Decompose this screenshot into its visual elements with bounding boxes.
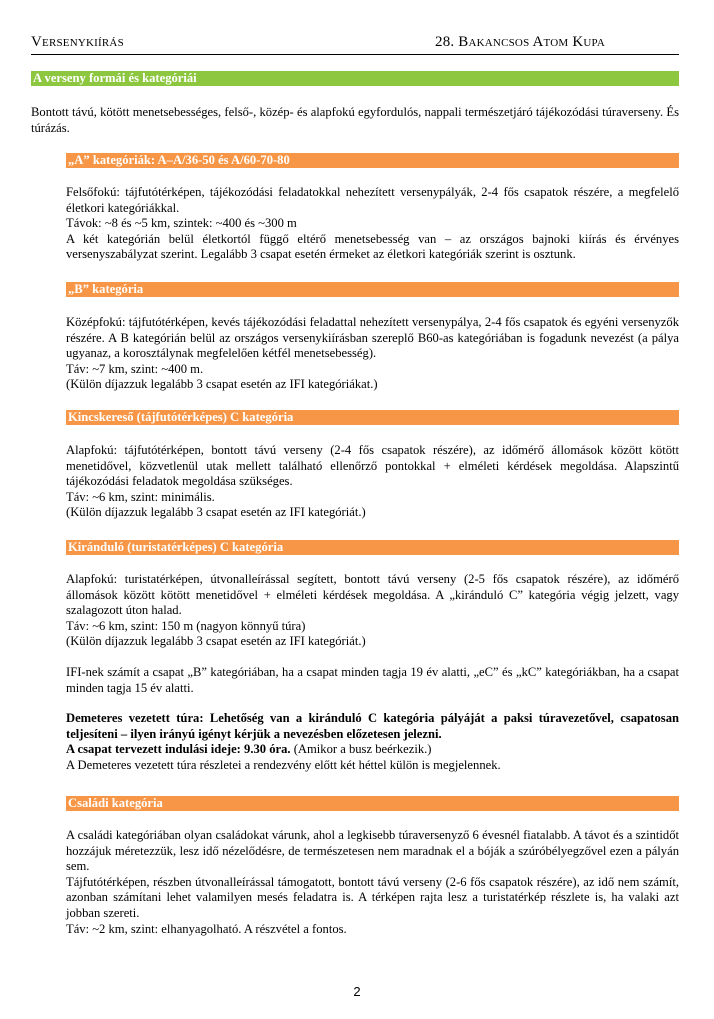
page-header — [31, 32, 679, 55]
category-kincskereso-p2: Táv: ~6 km, szint: minimális. — [66, 489, 215, 504]
category-a-p3: A két kategórián belül életkortól függő eltérő menetsebesség van – az országos bajnoki kiírás és érvényes versenyszabályzat szerint. Legalább 3 csapat esetén érmeket az életkori kategóriák szerint is osztunk. — [66, 231, 679, 262]
category-family-text — [66, 828, 679, 937]
section-heading-formats: A verseny formái és kategóriái — [31, 71, 679, 86]
category-kincskereso-text — [66, 443, 679, 521]
header-right-title: 28. Bakancsos Atom Kupa — [435, 34, 605, 50]
header-left-title: Versenykiírás — [31, 34, 124, 50]
category-kirandulo-p2: Táv: ~6 km, szint: 150 m (nagyon könnyű túra) — [66, 618, 306, 633]
category-a-text — [66, 185, 679, 263]
formats-paragraph: Bontott távú, kötött menetsebességes, felső-, közép- és alapfokú egyfordulós, nappali természetjáró tájékozódási túraverseny. És túrázás. — [31, 105, 679, 135]
category-kirandulo-text — [66, 572, 679, 774]
category-b-p2: Táv: ~7 km, szint: ~400 m. — [66, 361, 204, 376]
guided-tour-bold-text: Demeteres vezetett túra: Lehetőség van a kiránduló C kategória pályáját a paksi túravezetővel, csapatosan teljesíteni – ilyen irányú igényt kérjük a nevezésben előzetesen jelezni. — [66, 711, 679, 741]
heading-category-family: Családi kategória — [66, 796, 679, 811]
guided-tour-details: A Demeteres vezetett túra részletei a rendezvény előtt két héttel külön is megjelennek. — [66, 757, 501, 772]
ifi-note: IFI-nek számít a csapat „B” kategóriában, ha a csapat minden tagja 19 év alatti, „eC” és „kC” kategóriákban, ha a csapat minden tagja 15 év alatti. — [66, 664, 679, 695]
heading-category-b: „B” kategória — [66, 282, 679, 297]
category-a-p1: Felsőfokú: tájfutótérképen, tájékozódási feladatokkal nehezített versenypályák, 2-4 fős csapatok részére, a megfelelő életkori kategóriákkal. — [66, 185, 679, 215]
category-b-p3: (Külön díjazzuk legalább 3 csapat esetén az IFI kategóriákat.) — [66, 377, 378, 392]
category-kincskereso-p1: Alapfokú: tájfutótérképen, bontott távú verseny (2-4 fős csapatok részére), az időmérő állomások között kötött menetidővel, közvetlenül utak mellett található ellenőrző pontokkal + elméleti kérdések megoldása. Alapszintű tájékozódási feladatok megoldása szükséges. — [66, 443, 679, 489]
guided-tour-paragraph — [66, 711, 679, 742]
category-b-p1: Középfokú: tájfutótérképen, kevés tájékozódási feladattal nehezített versenypálya, 2-4 fős csapatok és egyéni versenyzők részére. A B kategórián belül az országos versenykiírásban szereplő B60-as kategóriában is fogadunk nevezést (a pálya ugyanaz, a korosztálynak megfelelően kétfél menetsebesség). — [66, 315, 679, 361]
category-a-p2: Távok: ~8 és ~5 km, szintek: ~400 és ~300 m — [66, 216, 297, 231]
category-kirandulo-p1: Alapfokú: turistatérképen, útvonalleírással segített, bontott távú verseny (2-5 fős csapatok részére), az időmérő állomások között kötött menetidővel + elméleti kérdések megoldása. A „kiránduló C” kategória végig jelzett, vagy szalagozott úton halad. — [66, 572, 679, 618]
departure-time-paragraph — [66, 742, 679, 758]
heading-category-kincskereso: Kincskereső (tájfutótérképes) C kategória — [66, 410, 679, 425]
heading-category-kirandulo: Kiránduló (turistatérképes) C kategória — [66, 540, 679, 555]
category-kirandulo-p3: (Külön díjazzuk legalább 3 csapat esetén az IFI kategóriát.) — [66, 634, 366, 649]
category-kincskereso-p3: (Külön díjazzuk legalább 3 csapat esetén az IFI kategóriát.) — [66, 505, 366, 520]
heading-category-a: „A” kategóriák: A–A/36-50 és A/60-70-80 — [66, 153, 679, 168]
category-family-p1: A családi kategóriában olyan családokat várunk, ahol a legkisebb túraversenyző 6 évesnél fiatalabb. A távot és a szintidőt hozzájuk méretezzük, lesz idő nézelődésre, de természetesen nem maradnak el a bóják a szúróbélyegzővel ezen a pályán sem. — [66, 828, 679, 874]
category-family-p2: Tájfutótérképen, részben útvonalleírással támogatott, bontott távú verseny (2-6 fős csapatok részére), az idő nem számít, azonban számítani lehet valamilyen mesés feladatra is. A térképen rajta lesz a turistatérkép részlete is, ha valaki azt jobban szereti. — [66, 874, 679, 920]
departure-time-note: (Amikor a busz beérkezik.) — [290, 742, 432, 757]
departure-time-bold: A csapat tervezett indulási ideje: 9.30 óra. — [66, 742, 291, 757]
page-number: 2 — [353, 984, 361, 999]
category-family-p3: Táv: ~2 km, szint: elhanyagolható. A részvétel a fontos. — [66, 921, 347, 936]
category-b-text — [66, 315, 679, 393]
section-formats-text — [31, 105, 679, 136]
